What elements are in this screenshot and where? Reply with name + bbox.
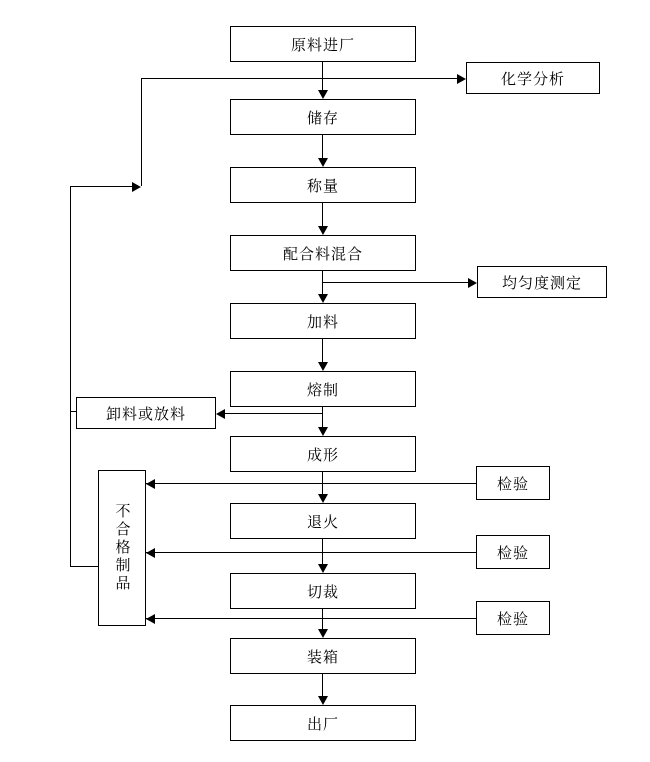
connector-defective-return-bottom	[70, 566, 99, 567]
connector-melting-to-unload	[225, 413, 322, 414]
arrowhead-inspection-1-left	[146, 479, 155, 489]
node-label: 检验	[496, 543, 529, 562]
connector-recycle-riser	[141, 78, 142, 186]
node-label: 化学分析	[500, 69, 565, 88]
node-chemical-analysis[interactable]	[466, 62, 600, 94]
arrowhead-storage-to-weighing	[318, 158, 328, 167]
connector-inspection-3-line	[146, 618, 476, 619]
connector-mixing-to-homogeneity	[322, 282, 468, 283]
arrowhead-forming-to-annealing	[318, 494, 328, 503]
connector-inspection-1-line	[146, 483, 476, 484]
node-label: 切裁	[306, 582, 339, 601]
connector-raw-to-chemical-analysis	[322, 78, 457, 79]
node-label: 出厂	[306, 714, 339, 733]
node-label: 卸料或放料	[105, 404, 186, 423]
connector-weighing-to-mixing	[322, 203, 323, 226]
node-feeding[interactable]	[230, 303, 416, 339]
node-label: 不合格制品	[113, 503, 132, 593]
arrowhead-raw-to-storage	[318, 90, 328, 99]
connector-inspection-2-line	[146, 552, 476, 553]
node-cutting[interactable]	[230, 573, 416, 609]
connector-unload-loop-vertical	[70, 186, 71, 411]
arrowhead-unload-loop-to-weighing	[132, 182, 141, 192]
node-label: 成形	[306, 445, 339, 464]
arrowhead-weighing-to-mixing	[318, 226, 328, 235]
node-label: 退火	[306, 512, 339, 531]
node-label: 储存	[306, 108, 339, 127]
connector-storage-to-weighing	[322, 135, 323, 158]
node-weighing[interactable]	[230, 167, 416, 203]
node-label: 装箱	[306, 647, 339, 666]
arrowhead-inspection-2-left	[146, 548, 155, 558]
node-label: 熔制	[306, 380, 339, 399]
node-label: 加料	[306, 312, 339, 331]
connector-recycle-top	[141, 78, 322, 79]
arrowhead-mixing-to-homogeneity	[468, 278, 477, 288]
connector-raw-to-storage	[322, 62, 323, 90]
node-label: 检验	[496, 609, 529, 628]
node-shipping[interactable]	[230, 705, 416, 741]
connector-unload-loop-top	[70, 186, 132, 187]
node-inspection-2[interactable]	[476, 535, 550, 569]
node-raw-material-in[interactable]	[230, 26, 416, 62]
node-batch-mixing[interactable]	[230, 235, 416, 271]
node-label: 原料进厂	[290, 35, 355, 54]
node-label: 均匀度测定	[501, 273, 582, 292]
arrowhead-packing-to-shipping	[318, 696, 328, 705]
connector-packing-to-shipping	[322, 674, 323, 696]
node-homogeneity-test[interactable]	[477, 266, 607, 298]
connector-melting-to-forming	[322, 407, 323, 427]
node-inspection-3[interactable]	[476, 601, 550, 635]
node-storage[interactable]	[230, 99, 416, 135]
arrowhead-cutting-to-packing	[318, 629, 328, 638]
connector-cutting-to-packing	[322, 609, 323, 629]
node-packing[interactable]	[230, 638, 416, 674]
arrowhead-melting-to-unload	[216, 409, 225, 419]
node-inspection-1[interactable]	[476, 466, 550, 500]
arrowhead-feeding-to-melting	[318, 362, 328, 371]
arrowhead-melting-to-forming	[318, 427, 328, 436]
node-label: 称量	[306, 176, 339, 195]
node-label: 检验	[496, 474, 529, 493]
node-unload-or-discharge[interactable]	[76, 397, 216, 429]
node-forming[interactable]	[230, 436, 416, 472]
arrowhead-annealing-to-cutting	[318, 564, 328, 573]
connector-feeding-to-melting	[322, 339, 323, 362]
arrowhead-inspection-3-left	[146, 614, 155, 624]
connector-defective-return-vertical	[70, 411, 71, 567]
node-annealing[interactable]	[230, 503, 416, 539]
arrowhead-raw-to-chemical-analysis	[457, 74, 466, 84]
node-label: 配合料混合	[282, 244, 363, 263]
arrowhead-mixing-to-feeding	[318, 294, 328, 303]
node-defective-products[interactable]	[98, 470, 146, 626]
node-melting[interactable]	[230, 371, 416, 407]
